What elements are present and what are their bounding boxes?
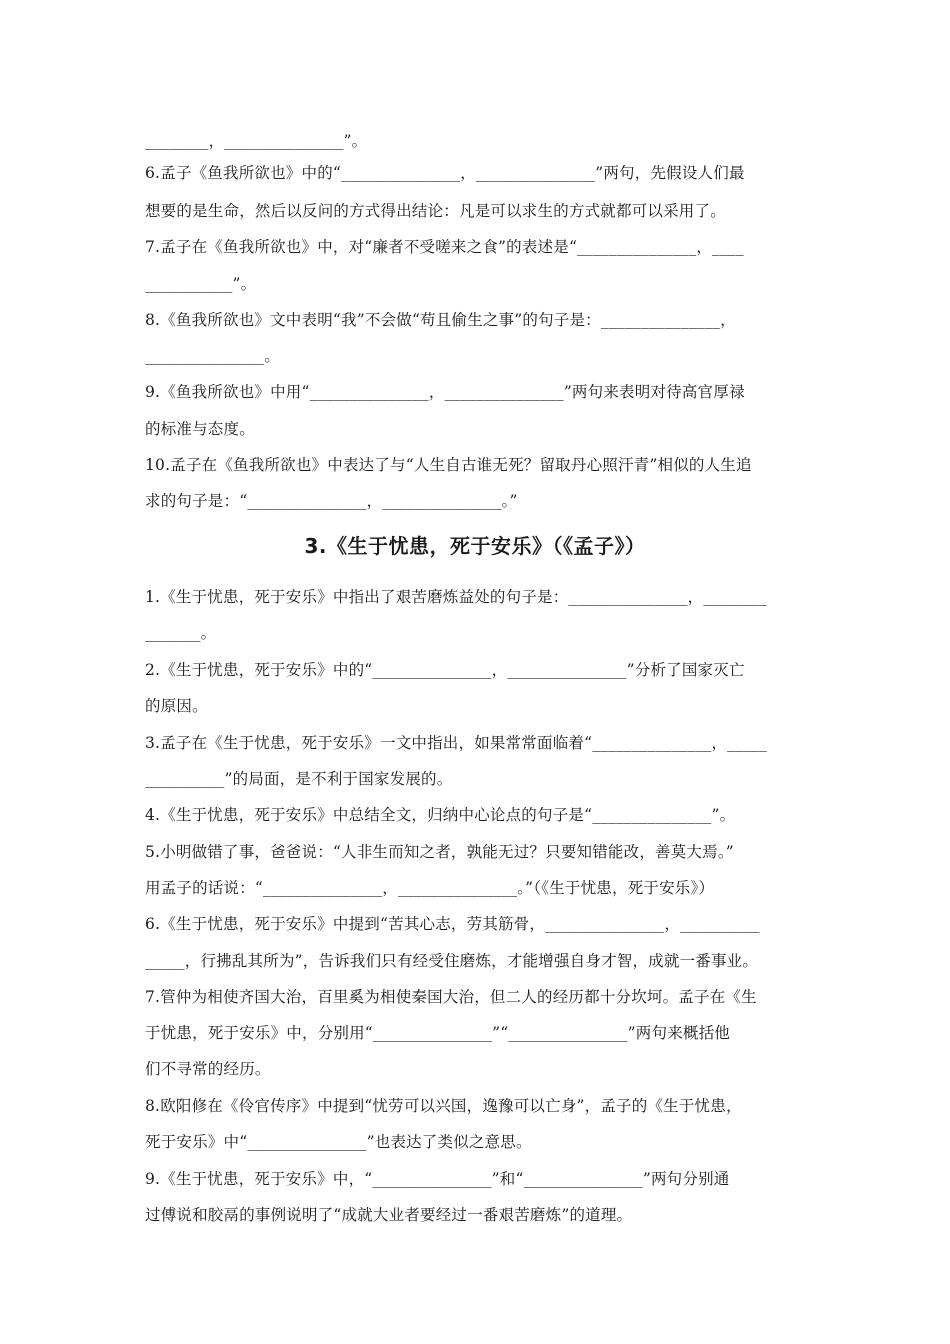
text-line: 6.孟子《鱼我所欲也》中的“_______________，_______________”两句，先假设人们最 xyxy=(145,164,745,182)
text-line: 6.《生于忧患，死于安乐》中提到“苦其心志，劳其筋骨，_______________，__________ xyxy=(145,915,760,933)
text-line: 4.《生于忧患，死于安乐》中总结全文，归纳中心论点的句子是“_______________”。 xyxy=(145,806,736,824)
text-line: 5.小明做错了事，爸爸说：“人非生而知之者，孰能无过？只要知错能改，善莫大焉。” xyxy=(145,843,734,861)
text-line: 10.孟子在《鱼我所欲也》中表达了与“人生自古谁无死？留取丹心照汗青”相似的人生追 xyxy=(145,456,752,474)
text-line: 于忧患，死于安乐》中，分别用“_______________”“_______________”两句来概括他 xyxy=(145,1024,730,1042)
text-line: 的原因。 xyxy=(145,697,208,715)
text-line: _______。 xyxy=(145,624,217,642)
text-line: 3.孟子在《生于忧患，死于安乐》一文中指出，如果常常面临着“_______________，_____ xyxy=(145,734,767,752)
text-line: ___________”。 xyxy=(145,275,257,293)
text-line: 1.《生于忧患，死于安乐》中指出了艰苦磨炼益处的句子是：_______________，________ xyxy=(145,588,767,606)
text-line: ________，_______________”。 xyxy=(145,132,368,150)
text-line: 们不寻常的经历。 xyxy=(145,1060,271,1078)
text-line: 求的句子是：“_______________，_______________。” xyxy=(145,492,518,510)
text-line: 9.《生于忧患，死于安乐》中，“_______________”和“_______________”两句分别通 xyxy=(145,1170,730,1188)
text-line: 2.《生于忧患，死于安乐》中的“_______________，_______________”分析了国家灭亡 xyxy=(145,661,745,679)
text-line: _______________。 xyxy=(145,347,280,365)
text-line: 9.《鱼我所欲也》中用“_______________，_______________”两句来表明对待高官厚禄 xyxy=(145,383,745,401)
text-line: 7.管仲为相使齐国大治，百里奚为相使秦国大治，但二人的经历都十分坎坷。孟子在《生 xyxy=(145,988,757,1006)
text-line: 8.《鱼我所欲也》文中表明“我”不会做“苟且偷生之事”的句子是：_______________， xyxy=(145,311,736,329)
text-line: 死于安乐》中“_______________”也表达了类似之意思。 xyxy=(145,1133,532,1151)
section-heading: 3.《生于忧患，死于安乐》（《孟子》） xyxy=(304,534,646,558)
text-line: 想要的是生命，然后以反问的方式得出结论：凡是可以求生的方式就都可以采用了。 xyxy=(145,202,726,220)
text-line: 8.欧阳修在《伶官传序》中提到“忧劳可以兴国，逸豫可以亡身”，孟子的《生于忧患， xyxy=(145,1097,742,1115)
text-line: 用孟子的话说：“_______________，_______________。”（《生于忧患，死于安乐》） xyxy=(145,879,715,897)
text-line: _____，行拂乱其所为”，告诉我们只有经受住磨炼，才能增强自身才智，成就一番事业。 xyxy=(145,952,759,970)
text-line: __________”的局面，是不利于国家发展的。 xyxy=(145,770,453,788)
text-line: 过傅说和胶鬲的事例说明了“成就大业者要经过一番艰苦磨炼”的道理。 xyxy=(145,1206,633,1224)
text-line: 的标准与态度。 xyxy=(145,420,255,438)
text-line: 7.孟子在《鱼我所欲也》中，对“廉者不受嗟来之食”的表述是“_______________，____ xyxy=(145,238,744,256)
